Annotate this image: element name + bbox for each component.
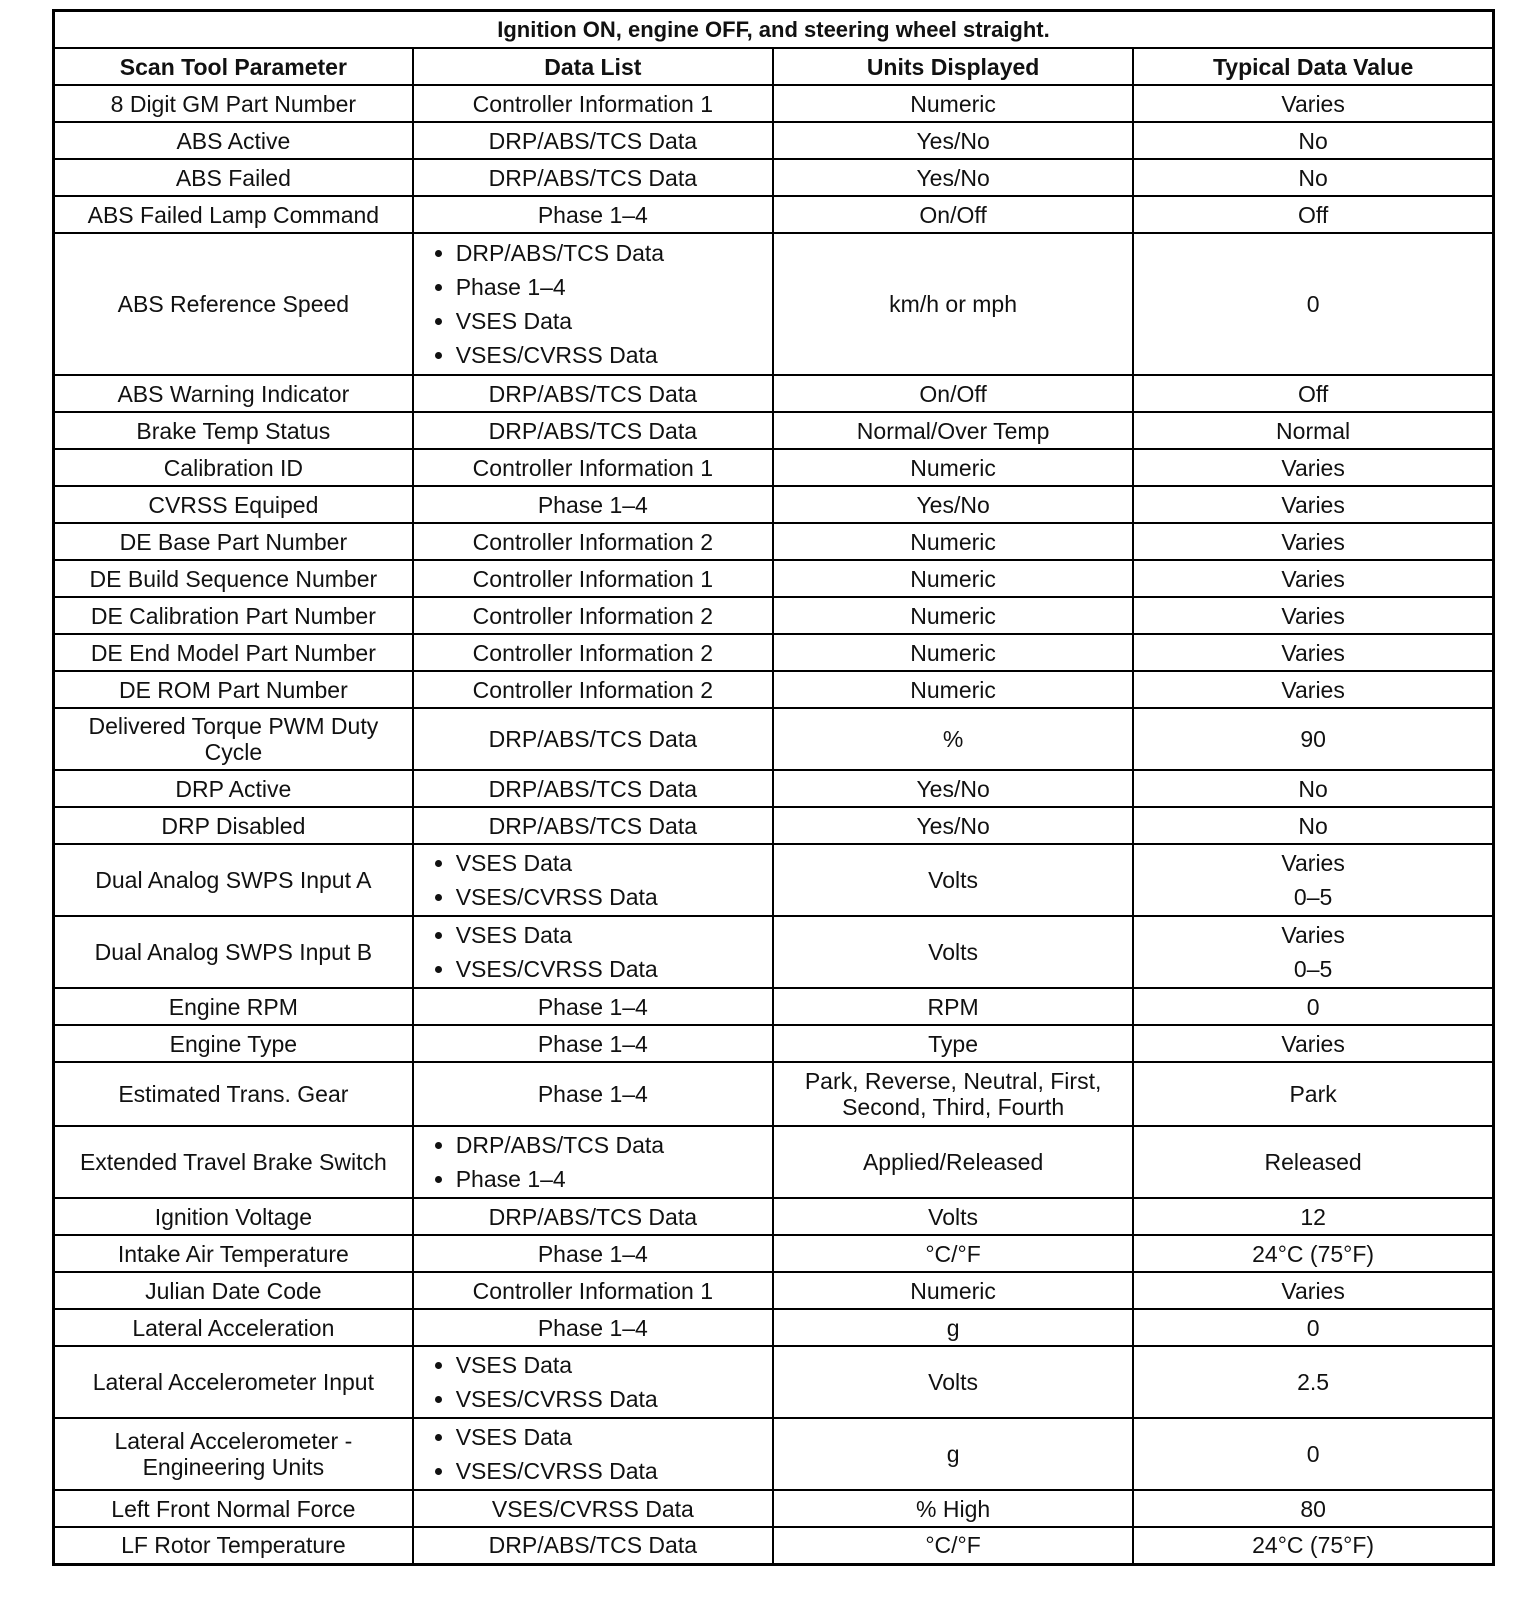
- cell-parameter: CVRSS Equiped: [54, 486, 413, 523]
- cell-typical-value: [1133, 597, 1493, 634]
- typical-value-text: 0: [1306, 1314, 1320, 1341]
- cell-data-list: [413, 770, 773, 807]
- cell-data-list: [413, 85, 773, 122]
- cell-parameter: Dual Analog SWPS Input B: [54, 916, 413, 988]
- data-list-text: Phase 1–4: [537, 1081, 648, 1107]
- data-list-text: Phase 1–4: [537, 1030, 648, 1057]
- cell-parameter: ABS Reference Speed: [54, 233, 413, 375]
- table-row: [54, 122, 1494, 159]
- cell-parameter: Engine RPM: [54, 988, 413, 1025]
- typical-value-text: Varies: [1281, 676, 1345, 703]
- cell-data-list: [413, 159, 773, 196]
- column-header-typical-value: Typical Data Value: [1133, 48, 1493, 85]
- typical-value-text: Varies: [1281, 1277, 1345, 1304]
- typical-value-text: 0: [1306, 993, 1320, 1020]
- data-list-item: • VSES Data: [456, 918, 658, 952]
- typical-value-text: 24°C (75°F): [1252, 1532, 1375, 1559]
- cell-data-list: [413, 122, 773, 159]
- table-row: [54, 1346, 1494, 1418]
- data-list-bullets: [420, 1420, 658, 1488]
- cell-parameter: Lateral Accelerometer - Engineering Units: [54, 1418, 413, 1490]
- cell-typical-value: [1133, 375, 1493, 412]
- data-list-text: DRP/ABS/TCS Data: [488, 1532, 698, 1559]
- cell-units: %: [773, 708, 1133, 770]
- table-row: [54, 159, 1494, 196]
- table-body: [54, 85, 1494, 1564]
- table-row: [54, 560, 1494, 597]
- column-header-data-list: Data List: [413, 48, 773, 85]
- cell-units: Yes/No: [773, 807, 1133, 844]
- data-list-text: DRP/ABS/TCS Data: [488, 775, 698, 802]
- table-row: [54, 523, 1494, 560]
- table-title-row: [54, 11, 1494, 49]
- cell-parameter: ABS Warning Indicator: [54, 375, 413, 412]
- cell-typical-value: [1133, 412, 1493, 449]
- cell-typical-value: [1133, 1490, 1493, 1527]
- cell-units: Yes/No: [773, 122, 1133, 159]
- data-list-text: Phase 1–4: [537, 993, 648, 1020]
- cell-parameter: DE ROM Part Number: [54, 671, 413, 708]
- cell-data-list: [413, 1126, 773, 1198]
- table-row: [54, 233, 1494, 375]
- cell-units: Numeric: [773, 523, 1133, 560]
- cell-typical-value: [1133, 1272, 1493, 1309]
- cell-units: g: [773, 1418, 1133, 1490]
- typical-value-text: 90: [1300, 726, 1326, 752]
- table-row: [54, 449, 1494, 486]
- data-list-bullets: [420, 1348, 658, 1416]
- cell-units: Volts: [773, 1198, 1133, 1235]
- cell-parameter: LF Rotor Temperature: [54, 1527, 413, 1564]
- cell-data-list: [413, 560, 773, 597]
- table-row: [54, 1309, 1494, 1346]
- cell-units: Numeric: [773, 560, 1133, 597]
- cell-parameter: ABS Failed Lamp Command: [54, 196, 413, 233]
- typical-value-text: 0–5: [1293, 884, 1333, 910]
- cell-typical-value: [1133, 122, 1493, 159]
- data-list-text: DRP/ABS/TCS Data: [488, 127, 698, 154]
- table-row: [54, 1062, 1494, 1126]
- cell-data-list: [413, 671, 773, 708]
- cell-typical-value: [1133, 1062, 1493, 1126]
- data-list-item: • VSES/CVRSS Data: [456, 1454, 658, 1488]
- cell-typical-value: [1133, 1346, 1493, 1418]
- cell-parameter: Dual Analog SWPS Input A: [54, 844, 413, 916]
- cell-data-list: [413, 196, 773, 233]
- cell-parameter: Ignition Voltage: [54, 1198, 413, 1235]
- data-list-text: Phase 1–4: [537, 1240, 648, 1267]
- cell-data-list: [413, 375, 773, 412]
- data-list-item: • VSES/CVRSS Data: [456, 338, 664, 372]
- cell-data-list: [413, 1418, 773, 1490]
- cell-data-list: [413, 807, 773, 844]
- cell-typical-value: [1133, 523, 1493, 560]
- cell-units: km/h or mph: [773, 233, 1133, 375]
- typical-value-text: Normal: [1276, 417, 1351, 444]
- cell-units: Yes/No: [773, 486, 1133, 523]
- cell-data-list: [413, 844, 773, 916]
- cell-parameter: DE End Model Part Number: [54, 634, 413, 671]
- typical-value-text: Varies: [1281, 454, 1345, 481]
- table-row: [54, 844, 1494, 916]
- cell-typical-value: [1133, 196, 1493, 233]
- cell-data-list: [413, 233, 773, 375]
- cell-units: % High: [773, 1490, 1133, 1527]
- typical-value-text: 0: [1306, 291, 1320, 317]
- cell-parameter: DE Build Sequence Number: [54, 560, 413, 597]
- cell-units: °C/°F: [773, 1235, 1133, 1272]
- cell-parameter: Left Front Normal Force: [54, 1490, 413, 1527]
- table-title: Ignition ON, engine OFF, and steering wheel straight.: [54, 11, 1494, 49]
- cell-units: Numeric: [773, 449, 1133, 486]
- table-row: [54, 375, 1494, 412]
- data-list-item: • VSES/CVRSS Data: [456, 952, 658, 986]
- typical-value-text: Released: [1264, 1149, 1362, 1175]
- data-list-item: • VSES Data: [456, 846, 658, 880]
- table-row: [54, 708, 1494, 770]
- cell-parameter: DRP Active: [54, 770, 413, 807]
- data-list-text: Controller Information 2: [472, 639, 714, 666]
- cell-units: g: [773, 1309, 1133, 1346]
- typical-value-text: 0: [1306, 1441, 1320, 1467]
- scan-tool-data-table: [52, 9, 1495, 1566]
- typical-value-text: Varies: [1281, 922, 1345, 948]
- data-list-item: • VSES/CVRSS Data: [456, 1382, 658, 1416]
- typical-value-text: 12: [1300, 1203, 1326, 1230]
- cell-data-list: [413, 449, 773, 486]
- table-row: [54, 1272, 1494, 1309]
- cell-units: Numeric: [773, 85, 1133, 122]
- column-header-parameter: Scan Tool Parameter: [54, 48, 413, 85]
- typical-value-text: No: [1298, 812, 1328, 839]
- cell-data-list: [413, 1025, 773, 1062]
- data-list-item: • VSES Data: [456, 1348, 658, 1382]
- cell-data-list: [413, 634, 773, 671]
- cell-parameter: ABS Active: [54, 122, 413, 159]
- cell-parameter: Julian Date Code: [54, 1272, 413, 1309]
- table-row: [54, 1126, 1494, 1198]
- data-list-text: Controller Information 1: [472, 565, 714, 592]
- cell-typical-value: [1133, 988, 1493, 1025]
- data-list-item: • VSES Data: [456, 304, 664, 338]
- cell-units: Normal/Over Temp: [773, 412, 1133, 449]
- table-row: [54, 1490, 1494, 1527]
- cell-units: Volts: [773, 916, 1133, 988]
- cell-typical-value: [1133, 1198, 1493, 1235]
- cell-parameter: 8 Digit GM Part Number: [54, 85, 413, 122]
- cell-typical-value: [1133, 1025, 1493, 1062]
- cell-typical-value: [1133, 1126, 1493, 1198]
- typical-value-text: Off: [1297, 201, 1329, 228]
- typical-value-text: Varies: [1281, 602, 1345, 629]
- cell-units: °C/°F: [773, 1527, 1133, 1564]
- cell-parameter: Lateral Accelerometer Input: [54, 1346, 413, 1418]
- table-row: [54, 988, 1494, 1025]
- table-row: [54, 807, 1494, 844]
- data-list-text: Phase 1–4: [537, 201, 648, 228]
- cell-units: Numeric: [773, 671, 1133, 708]
- data-list-text: Phase 1–4: [537, 491, 648, 518]
- cell-data-list: [413, 1198, 773, 1235]
- table-row: [54, 85, 1494, 122]
- data-list-text: Controller Information 2: [472, 602, 714, 629]
- cell-units: Numeric: [773, 634, 1133, 671]
- cell-parameter: Brake Temp Status: [54, 412, 413, 449]
- typical-value-text: 0–5: [1293, 956, 1333, 982]
- data-list-item: • VSES/CVRSS Data: [456, 880, 658, 914]
- typical-value-text: Varies: [1281, 850, 1345, 876]
- typical-value-text: 2.5: [1297, 1369, 1330, 1395]
- cell-parameter: Extended Travel Brake Switch: [54, 1126, 413, 1198]
- cell-typical-value: [1133, 560, 1493, 597]
- data-list-bullets: [420, 918, 658, 986]
- typical-value-text: Varies: [1281, 1030, 1345, 1057]
- table-row: [54, 634, 1494, 671]
- cell-typical-value: [1133, 634, 1493, 671]
- table-row: [54, 770, 1494, 807]
- cell-data-list: [413, 1309, 773, 1346]
- data-list-text: Controller Information 2: [472, 528, 714, 555]
- cell-data-list: [413, 916, 773, 988]
- table-row: [54, 916, 1494, 988]
- cell-units: Type: [773, 1025, 1133, 1062]
- cell-typical-value: [1133, 708, 1493, 770]
- data-list-text: VSES/CVRSS Data: [491, 1495, 694, 1522]
- cell-typical-value: [1133, 486, 1493, 523]
- cell-parameter: Lateral Acceleration: [54, 1309, 413, 1346]
- data-list-item: • VSES Data: [456, 1420, 658, 1454]
- data-list-item: • Phase 1–4: [456, 1162, 664, 1196]
- typical-value-text: 80: [1300, 1495, 1326, 1522]
- cell-data-list: [413, 597, 773, 634]
- typical-value-text: Varies: [1281, 639, 1345, 666]
- cell-units: RPM: [773, 988, 1133, 1025]
- data-list-text: Controller Information 1: [472, 1277, 714, 1304]
- typical-value-text: Off: [1297, 380, 1329, 407]
- cell-units: On/Off: [773, 375, 1133, 412]
- cell-typical-value: [1133, 449, 1493, 486]
- cell-units: Volts: [773, 1346, 1133, 1418]
- cell-parameter: DRP Disabled: [54, 807, 413, 844]
- data-list-text: DRP/ABS/TCS Data: [488, 726, 698, 752]
- cell-data-list: [413, 1235, 773, 1272]
- cell-data-list: [413, 1272, 773, 1309]
- cell-units: Numeric: [773, 1272, 1133, 1309]
- table-row: [54, 597, 1494, 634]
- cell-typical-value: [1133, 1527, 1493, 1564]
- typical-value-text: No: [1298, 164, 1328, 191]
- cell-data-list: [413, 988, 773, 1025]
- typical-value-text: Varies: [1281, 528, 1345, 555]
- cell-data-list: [413, 1490, 773, 1527]
- data-list-text: DRP/ABS/TCS Data: [488, 417, 698, 444]
- cell-parameter: Estimated Trans. Gear: [54, 1062, 413, 1126]
- cell-data-list: [413, 708, 773, 770]
- cell-units: On/Off: [773, 196, 1133, 233]
- data-list-item: • Phase 1–4: [456, 270, 664, 304]
- data-list-bullets: [420, 236, 664, 372]
- cell-units: Yes/No: [773, 159, 1133, 196]
- cell-typical-value: [1133, 844, 1493, 916]
- cell-data-list: [413, 1346, 773, 1418]
- cell-typical-value: [1133, 916, 1493, 988]
- typical-value-text: No: [1298, 127, 1328, 154]
- typical-value-text: Varies: [1281, 491, 1345, 518]
- data-list-text: Controller Information 2: [472, 676, 714, 703]
- cell-typical-value: [1133, 1309, 1493, 1346]
- data-list-item: • DRP/ABS/TCS Data: [456, 1128, 664, 1162]
- column-header-units: Units Displayed: [773, 48, 1133, 85]
- cell-typical-value: [1133, 1418, 1493, 1490]
- cell-data-list: [413, 412, 773, 449]
- table-row: [54, 1418, 1494, 1490]
- data-list-bullets: [420, 1128, 664, 1196]
- cell-data-list: [413, 1527, 773, 1564]
- table-head: [54, 11, 1494, 86]
- cell-data-list: [413, 1062, 773, 1126]
- cell-parameter: DE Base Part Number: [54, 523, 413, 560]
- cell-parameter: ABS Failed: [54, 159, 413, 196]
- cell-parameter: Intake Air Temperature: [54, 1235, 413, 1272]
- table-row: [54, 1198, 1494, 1235]
- typical-value-text: 24°C (75°F): [1252, 1240, 1375, 1267]
- cell-data-list: [413, 523, 773, 560]
- data-list-text: DRP/ABS/TCS Data: [488, 812, 698, 839]
- data-list-text: Controller Information 1: [472, 454, 714, 481]
- data-list-text: Phase 1–4: [537, 1314, 648, 1341]
- cell-typical-value: [1133, 85, 1493, 122]
- cell-units: Volts: [773, 844, 1133, 916]
- table-row: [54, 1025, 1494, 1062]
- data-list-text: DRP/ABS/TCS Data: [488, 1203, 698, 1230]
- table-row: [54, 671, 1494, 708]
- data-list-item: • DRP/ABS/TCS Data: [456, 236, 664, 270]
- typical-value-text: No: [1298, 775, 1328, 802]
- typical-value-text: Varies: [1281, 565, 1345, 592]
- table-row: [54, 1235, 1494, 1272]
- cell-units: Numeric: [773, 597, 1133, 634]
- cell-data-list: [413, 486, 773, 523]
- cell-typical-value: [1133, 233, 1493, 375]
- cell-units: Applied/Released: [773, 1126, 1133, 1198]
- cell-typical-value: [1133, 770, 1493, 807]
- typical-value-text: Park: [1289, 1081, 1337, 1107]
- cell-parameter: Calibration ID: [54, 449, 413, 486]
- data-list-text: Controller Information 1: [472, 90, 714, 117]
- column-header-row: [54, 48, 1494, 85]
- cell-parameter: DE Calibration Part Number: [54, 597, 413, 634]
- cell-parameter: Delivered Torque PWM Duty Cycle: [54, 708, 413, 770]
- cell-typical-value: [1133, 1235, 1493, 1272]
- table-row: [54, 1527, 1494, 1564]
- table-row: [54, 196, 1494, 233]
- cell-parameter: Engine Type: [54, 1025, 413, 1062]
- cell-units: Yes/No: [773, 770, 1133, 807]
- table-row: [54, 486, 1494, 523]
- cell-typical-value: [1133, 807, 1493, 844]
- table-row: [54, 412, 1494, 449]
- cell-typical-value: [1133, 159, 1493, 196]
- data-list-text: DRP/ABS/TCS Data: [488, 164, 698, 191]
- data-list-bullets: [420, 846, 658, 914]
- data-list-text: DRP/ABS/TCS Data: [488, 380, 698, 407]
- cell-typical-value: [1133, 671, 1493, 708]
- cell-units: Park, Reverse, Neutral, First, Second, Third, Fourth: [773, 1062, 1133, 1126]
- typical-value-text: Varies: [1281, 90, 1345, 117]
